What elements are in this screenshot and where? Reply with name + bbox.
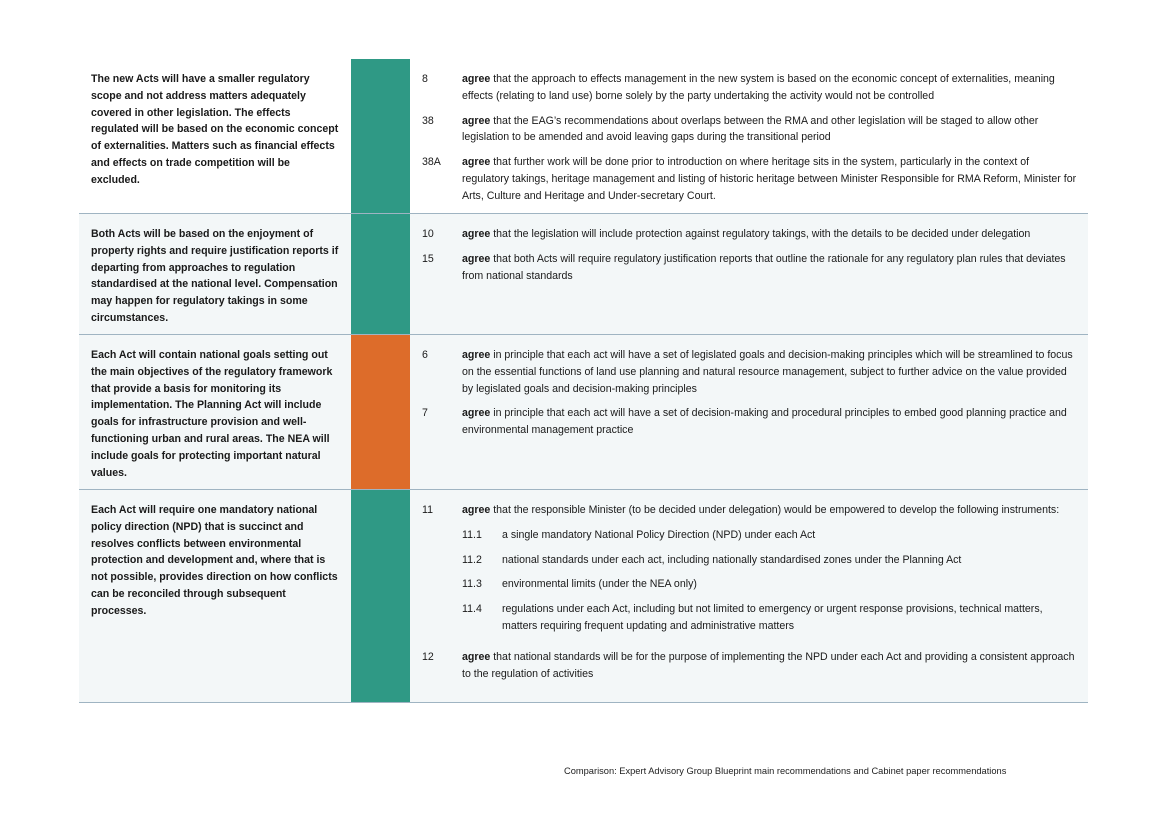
recommendation-text: in principle that each act will have a set of decision-making and procedural principles to embed good planning practice and environmental management practice xyxy=(462,407,1067,437)
recommendation-item xyxy=(422,113,1078,147)
recommendation-number: 38 xyxy=(422,114,434,127)
recommendation-number: 10 xyxy=(422,228,434,240)
recommendation-verb: agree xyxy=(462,114,491,127)
recommendation-text: that both Acts will require regulatory justification reports that outline the rationale for any regulatory plan rules that deviates from national standards xyxy=(462,252,1066,282)
row-summary: The new Acts will have a smaller regulatory scope and not address matters adequately covered in other legislation. The effects regulated will be based on the economic concept of externalities. Matters such as financial effects and effects on trade competition will be excluded. xyxy=(91,73,339,186)
sub-item xyxy=(462,552,1078,569)
recommendation-verb: agree xyxy=(462,73,491,85)
recommendation-item xyxy=(422,251,1078,285)
recommendation-text: that the EAG’s recommendations about overlaps between the RMA and other legislation will be staged to allow other legislation to be amended and avoid leaving gaps during the transitional period xyxy=(462,114,1039,144)
recommendation-number: 12 xyxy=(422,650,434,663)
table-row xyxy=(79,335,1088,490)
recommendations xyxy=(410,214,1088,334)
recommendation-item xyxy=(422,649,1078,683)
recommendation-verb: agree xyxy=(462,504,491,516)
status-bar xyxy=(351,59,410,213)
recommendation-text: that the approach to effects management in the new system is based on the economic concept of externalities, meaning effects (relating to land use) borne solely by the party undertaking the activity would not be controlled xyxy=(462,73,1055,102)
recommendation-item xyxy=(422,226,1078,243)
recommendation-text: that further work will be done prior to introduction on where heritage sits in the system, particularly in the context of regulatory takings, heritage management and listing of historic heritage between Minister Responsible for RMA Reform, Minister for Arts, Culture and Heritage and Under-secretary Court. xyxy=(462,156,1077,202)
recommendation-number: 38A xyxy=(422,156,441,169)
table-row xyxy=(79,214,1088,335)
recommendation-verb: agree xyxy=(462,349,491,361)
recommendation-verb: agree xyxy=(462,650,491,663)
sub-item-number: 11.4 xyxy=(462,603,482,616)
recommendation-text: in principle that each act will have a set of legislated goals and decision-making principles which will be streamlined to focus on the essential functions of land use planning and natural resource management, subject to further advice on the value provided by legislated goals and decision-making principles xyxy=(462,349,1073,395)
recommendation-item xyxy=(422,405,1078,439)
row-summary: Both Acts will be based on the enjoyment of property rights and require justification reports if departing from approaches to regulation standardised at the national level. Compensation may happen for regulatory takings in some circumstances. xyxy=(91,228,339,324)
recommendation-number: 8 xyxy=(422,73,428,85)
recommendations xyxy=(410,59,1088,213)
recommendations xyxy=(410,335,1088,489)
sub-item-number: 11.3 xyxy=(462,578,482,591)
recommendation-text: that the responsible Minister (to be decided under delegation) would be empowered to develop the following instruments: xyxy=(490,504,1060,516)
recommendation-number: 11 xyxy=(422,504,433,516)
sub-item-text: national standards under each act, including nationally standardised zones under the Planning Act xyxy=(502,553,962,566)
sub-item-number: 11.2 xyxy=(462,553,482,566)
sub-item xyxy=(462,527,1078,544)
table-row xyxy=(79,490,1088,703)
recommendation-number: 7 xyxy=(422,407,428,420)
recommendation-number: 15 xyxy=(422,252,434,265)
recommendation-text: that national standards will be for the purpose of implementing the NPD under each Act and providing a consistent approach to the regulation of activities xyxy=(462,650,1075,680)
recommendation-verb: agree xyxy=(462,156,491,169)
status-bar xyxy=(351,335,410,489)
recommendation-verb: agree xyxy=(462,407,491,420)
recommendation-verb: agree xyxy=(462,252,491,265)
sub-item xyxy=(462,576,1078,593)
recommendation-text: that the legislation will include protection against regulatory takings, with the details to be decided under delegation xyxy=(490,228,1031,240)
sub-item-text: a single mandatory National Policy Direction (NPD) under each Act xyxy=(502,528,816,541)
table-row xyxy=(79,59,1088,214)
recommendation-verb: agree xyxy=(462,228,491,240)
row-summary: Each Act will require one mandatory national policy direction (NPD) that is succinct and resolves conflicts between environmental protection and development and, where that is not possible, provides direction on how conflicts can be reconciled through subsequent processes. xyxy=(91,504,338,617)
recommendation-item xyxy=(422,502,1078,643)
recommendation-item xyxy=(422,71,1078,105)
recommendation-item xyxy=(422,347,1078,397)
recommendation-item xyxy=(422,154,1078,204)
sub-item-number: 11.1 xyxy=(462,528,482,541)
status-bar xyxy=(351,214,410,334)
comparison-table xyxy=(79,59,1088,703)
recommendations xyxy=(410,490,1088,702)
sub-item xyxy=(462,601,1078,635)
recommendation-number: 6 xyxy=(422,349,428,361)
sub-item-text: environmental limits (under the NEA only) xyxy=(502,578,697,591)
status-bar xyxy=(351,490,410,702)
sub-item-text: regulations under each Act, including but not limited to emergency or urgent response provisions, technical matters, matters requiring frequent updating and administrative matters xyxy=(502,603,1043,632)
page-footer: Comparison: Expert Advisory Group Blueprint main recommendations and Cabinet paper recommendations xyxy=(564,766,1007,776)
row-summary: Each Act will contain national goals setting out the main objectives of the regulatory framework that provide a basis for monitoring its implementation. The Planning Act will include goals for infrastructure provision and well-functioning urban and rural areas. The NEA will include goals for protecting important natural values. xyxy=(91,349,333,479)
